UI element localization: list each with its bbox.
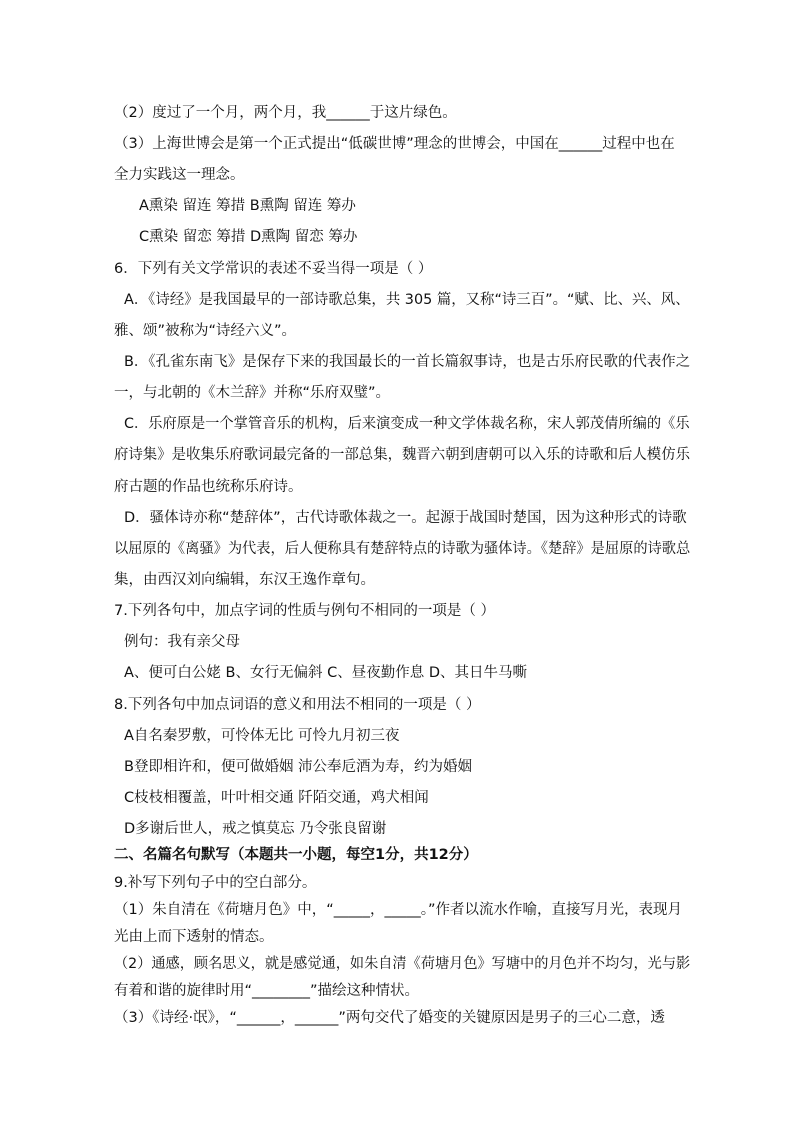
q6-option-b: B．《孔雀东南飞》是保存下来的我国最长的一首长篇叙事诗，也是古乐府民歌的代表作之 xyxy=(124,354,691,370)
q6-option-d: D．骚体诗亦称“楚辞体”，古代诗歌体裁之一。起源于战国时楚国，因为这种形式的诗歌 xyxy=(124,510,687,526)
q7-options: A、便可白公姥 B、女行无偏斜 C、昼夜勤作息 D、其日牛马嘶 xyxy=(124,665,527,681)
q8-option-a: A自名秦罗敷，可怜体无比 可怜九月初三夜 xyxy=(124,728,400,744)
q7-stem: 7.下列各句中，加点字词的性质与例句不相同的一项是（ ） xyxy=(114,603,495,619)
q9-item-2: （2）通感，顾名思义，就是感觉通，如朱自清《荷塘月色》写塘中的月色并不均匀，光与影 xyxy=(114,956,691,972)
q5-option-ab: A熏染 留连 筹措 B熏陶 留连 筹办 xyxy=(139,198,356,214)
q8-option-d: D多谢后世人，戒之慎莫忘 乃令张良留谢 xyxy=(124,821,387,837)
q6-option-a-cont: 雅、颂”被称为“诗经六义”。 xyxy=(114,323,297,339)
q8-stem: 8.下列各句中加点词语的意义和用法不相同的一项是（ ） xyxy=(114,697,481,713)
q8-option-b: B登即相许和，便可做婚姻 沛公奉卮酒为寿，约为婚姻 xyxy=(124,759,473,775)
q5-item-3-cont: 全力实践这一理念。 xyxy=(114,167,245,183)
q6-option-c-cont1: 府诗集》是收集乐府歌词最完备的一部总集，魏晋六朝到唐朝可以入乐的诗歌和后人模仿乐 xyxy=(114,447,690,463)
q6-option-a: A．《诗经》是我国最早的一部诗歌总集，共 305 篇，又称“诗三百”。“赋、比、兴、风、 xyxy=(124,292,690,308)
q9-item-2-cont: 有着和谐的旋律时用“________”描绘这种情状。 xyxy=(114,983,420,999)
q6-option-c: C．乐府原是一个掌管音乐的机构，后来演变成一种文学体裁名称，宋人郭茂倩所编的《乐 xyxy=(124,416,690,432)
q5-item-2: （2）度过了一个月，两个月，我______于这片绿色。 xyxy=(114,105,457,121)
q6-option-c-cont2: 府古题的作品也统称乐府诗。 xyxy=(114,479,303,495)
q6-option-d-cont2: 集，由西汉刘向编辑，东汉王逸作章句。 xyxy=(114,572,375,588)
q9-item-1: （1）朱自清在《荷塘月色》中，“_____，_____。”作者以流水作喻，直接写月光，表现月 xyxy=(114,902,682,918)
q9-stem: 9.补写下列句子中的空白部分。 xyxy=(114,875,317,891)
q8-option-c: C枝枝相覆盖，叶叶相交通 阡陌交通，鸡犬相闻 xyxy=(124,790,429,806)
q5-option-cd: C熏染 留恋 筹措 D熏陶 留恋 筹办 xyxy=(139,229,358,245)
q7-example: 例句：我有亲父母 xyxy=(124,634,240,650)
q9-item-1-cont: 光由上而下透射的情态。 xyxy=(114,929,274,945)
q9-item-3: （3）《诗经·氓》，“______，______”两句交代了婚变的关键原因是男子的三心二意，透 xyxy=(114,1010,665,1026)
q6-stem: 6．下列有关文学常识的表述不妥当得一项是（ ） xyxy=(114,261,433,277)
q6-option-d-cont1: 以屈原的《离骚》为代表，后人便称具有楚辞特点的诗歌为骚体诗。《楚辞》是屈原的诗歌总 xyxy=(114,541,691,557)
q6-option-b-cont: 一，与北朝的《木兰辞》并称“乐府双璧”。 xyxy=(114,385,391,401)
section-heading: 二、名篇名句默写（本题共一小题，每空1分，共12分） xyxy=(114,847,478,863)
q5-item-3: （3）上海世博会是第一个正式提出“低碳世博”理念的世博会，中国在______过程中也在 xyxy=(114,136,675,152)
